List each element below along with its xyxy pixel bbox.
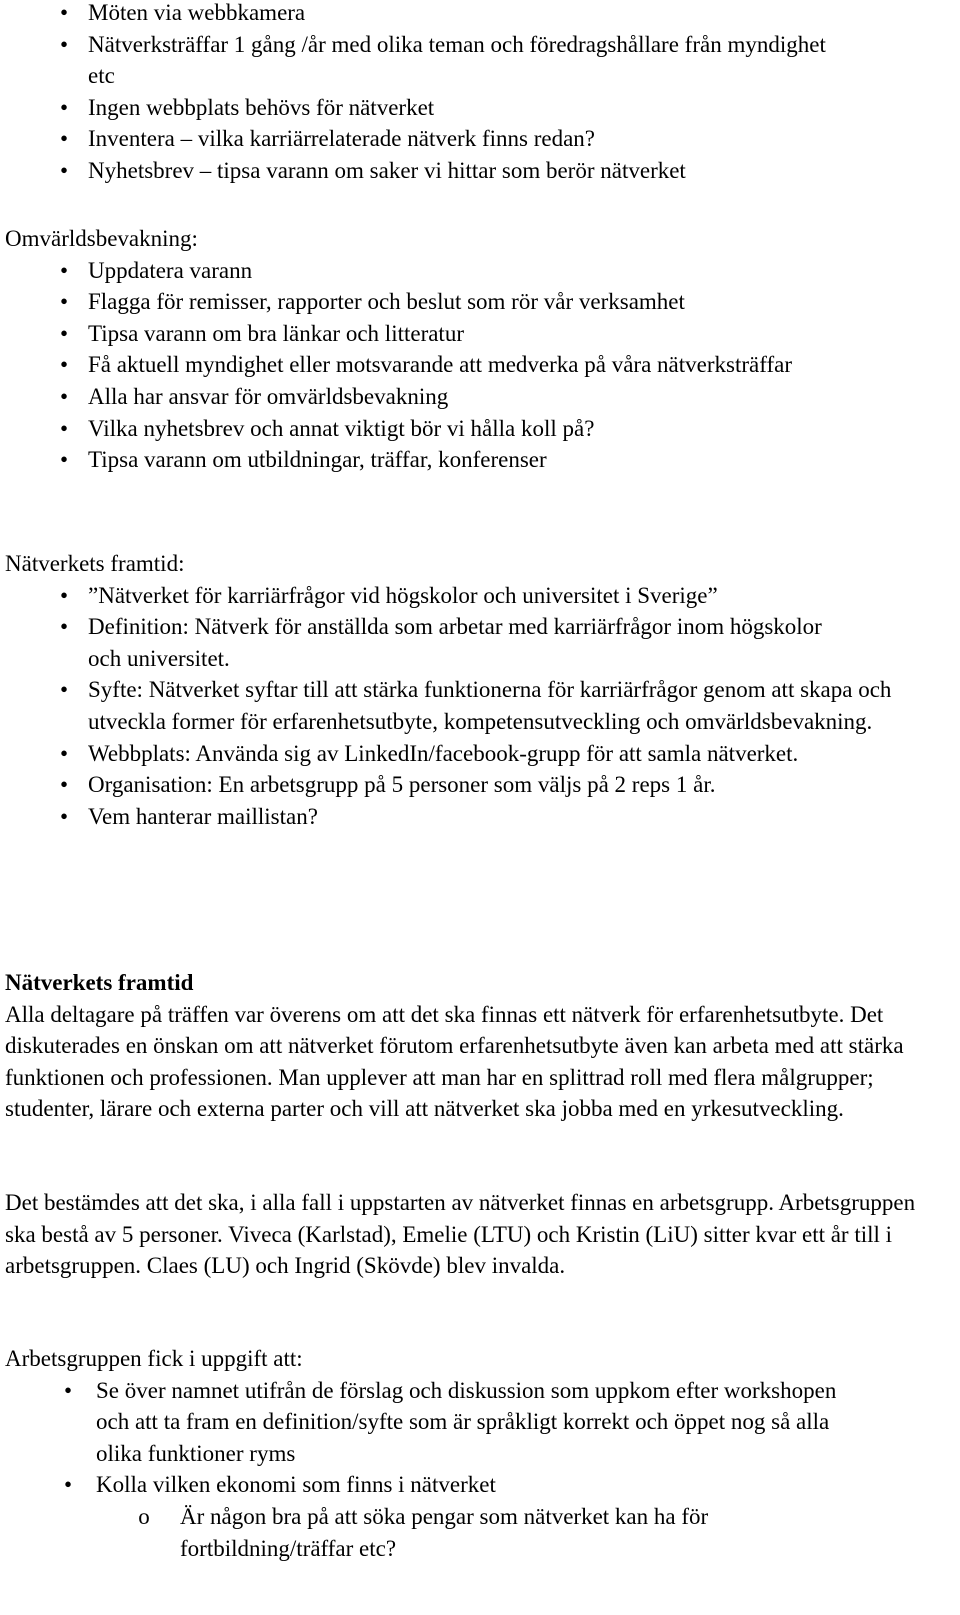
list-item-text: Möten via webbkamera <box>88 0 306 25</box>
list-item <box>0 580 960 612</box>
list-item <box>0 413 960 445</box>
uppgift-sublist <box>0 1501 960 1564</box>
list-item-text: Vem hanterar maillistan? <box>88 803 318 829</box>
framtid-text-section <box>0 967 960 1125</box>
uppgift-list <box>0 1375 960 1501</box>
bullet-icon: • <box>59 415 69 441</box>
list-item-text: Ingen webbplats behövs för nätverket <box>88 94 435 120</box>
sub-list-item <box>0 1501 960 1564</box>
bullet-icon: • <box>59 352 69 378</box>
section-heading: Nätverkets framtid <box>5 970 194 995</box>
section-label: Arbetsgruppen fick i uppgift att: <box>5 1346 303 1371</box>
list-item <box>0 29 960 92</box>
bullet-icon: • <box>59 772 69 798</box>
list-item-text: Vilka nyhetsbrev och annat viktigt bör vi hålla koll på? <box>88 415 595 441</box>
list-item <box>0 738 960 770</box>
list-item-text: Är någon bra på att söka pengar som nätverket kan ha för fortbildning/träffar etc? <box>180 1503 709 1561</box>
bullet-icon: • <box>63 1472 73 1498</box>
bullet-icon: • <box>63 1377 73 1403</box>
list-item-text: Uppdatera varann <box>88 257 253 283</box>
list-item <box>0 155 960 187</box>
section-label: Nätverkets framtid: <box>5 551 185 576</box>
paragraph: Det bestämdes att det ska, i alla fall i uppstarten av nätverket finnas en arbetsgrupp. Arbetsgruppen ska bestå av 5 personer. Viveca (Karlstad), Emelie (LTU) och Kristin (LiU) sitter kvar ett år till i arbetsgruppen. Claes (LU) och Ingrid (Skövde) blev invalda. <box>5 1190 916 1279</box>
bullet-icon: • <box>59 157 69 183</box>
bullet-icon: • <box>59 257 69 283</box>
list-item <box>0 1375 960 1470</box>
list-item-text: Alla har ansvar för omvärldsbevakning <box>88 383 449 409</box>
list-item-text: Inventera – vilka karriärrelaterade nätverk finns redan? <box>88 126 595 152</box>
list-item <box>0 801 960 833</box>
list-item <box>0 0 960 29</box>
bullet-icon: • <box>59 614 69 640</box>
intro-list <box>0 0 960 187</box>
bullet-icon: • <box>59 0 69 25</box>
framtid-list <box>0 580 960 833</box>
list-item-text: Nätverksträffar 1 gång /år med olika teman och föredragshållare från myndighet etc <box>88 31 826 89</box>
list-item <box>0 286 960 318</box>
list-item <box>0 123 960 155</box>
list-item-text: Kolla vilken ekonomi som finns i nätverket <box>96 1472 496 1498</box>
paragraph-block <box>0 1187 960 1282</box>
uppgift-section <box>0 1343 960 1564</box>
bullet-icon: • <box>59 740 69 766</box>
list-item-text: Tipsa varann om utbildningar, träffar, konferenser <box>88 447 547 473</box>
framtid-section <box>0 548 960 832</box>
section-label: Omvärldsbevakning: <box>5 226 198 251</box>
bullet-icon: • <box>59 582 69 608</box>
bullet-icon: • <box>59 31 69 57</box>
bullet-icon: • <box>59 320 69 346</box>
list-item <box>0 1469 960 1501</box>
bullet-icon: • <box>59 289 69 315</box>
circle-bullet-icon: o <box>138 1503 150 1529</box>
list-item-text: Webbplats: Använda sig av LinkedIn/facebook-grupp för att samla nätverket. <box>88 740 799 766</box>
bullet-icon: • <box>59 126 69 152</box>
omvarld-list <box>0 255 960 476</box>
list-item <box>0 318 960 350</box>
bullet-icon: • <box>59 447 69 473</box>
list-item <box>0 769 960 801</box>
list-item-text: Få aktuell myndighet eller motsvarande att medverka på våra nätverksträffar <box>88 352 792 378</box>
omvarld-section <box>0 223 960 476</box>
bullet-icon: • <box>59 94 69 120</box>
list-item-text: Se över namnet utifrån de förslag och diskussion som uppkom efter workshopen och att ta fram en definition/syfte som är språkligt korrekt och öppet nog så alla olika funktioner ryms <box>96 1377 837 1466</box>
list-item <box>0 255 960 287</box>
list-item-text: Definition: Nätverk för anställda som arbetar med karriärfrågor inom högskolor och universitet. <box>88 614 822 671</box>
list-item-text: Organisation: En arbetsgrupp på 5 personer som väljs på 2 reps 1 år. <box>88 772 716 798</box>
list-item-text: Flagga för remisser, rapporter och beslut som rör vår verksamhet <box>88 289 685 315</box>
list-item <box>0 611 960 674</box>
list-item-text: Nyhetsbrev – tipsa varann om saker vi hittar som berör nätverket <box>88 157 686 183</box>
list-item-text: ”Nätverket för karriärfrågor vid högskolor och universitet i Sverige” <box>88 582 718 608</box>
bullet-icon: • <box>59 383 69 409</box>
bullet-icon: • <box>59 677 69 703</box>
paragraph: Alla deltagare på träffen var överens om att det ska finnas ett nätverk för erfarenhetsutbyte. Det diskuterades en önskan om att nätverket förutom erfarenhetsutbyte även kan arbeta med att stärka funktionen och professionen. Man upplever att man har en splittrad roll med flera målgrupper; studenter, lärare och externa parter och vill att nätverket ska jobba med en yrkesutveckling. <box>5 1001 904 1122</box>
list-item <box>0 381 960 413</box>
list-item-text: Tipsa varann om bra länkar och litteratur <box>88 320 464 346</box>
intro-list-block <box>0 0 960 187</box>
list-item <box>0 674 960 737</box>
list-item-text: Syfte: Nätverket syftar till att stärka funktionerna för karriärfrågor genom att skapa och utveckla former för erfarenhetsutbyte, kompetensutveckling och omvärldsbevakning. <box>88 677 892 734</box>
list-item <box>0 444 960 476</box>
list-item <box>0 349 960 381</box>
bullet-icon: • <box>59 803 69 829</box>
list-item <box>0 92 960 124</box>
